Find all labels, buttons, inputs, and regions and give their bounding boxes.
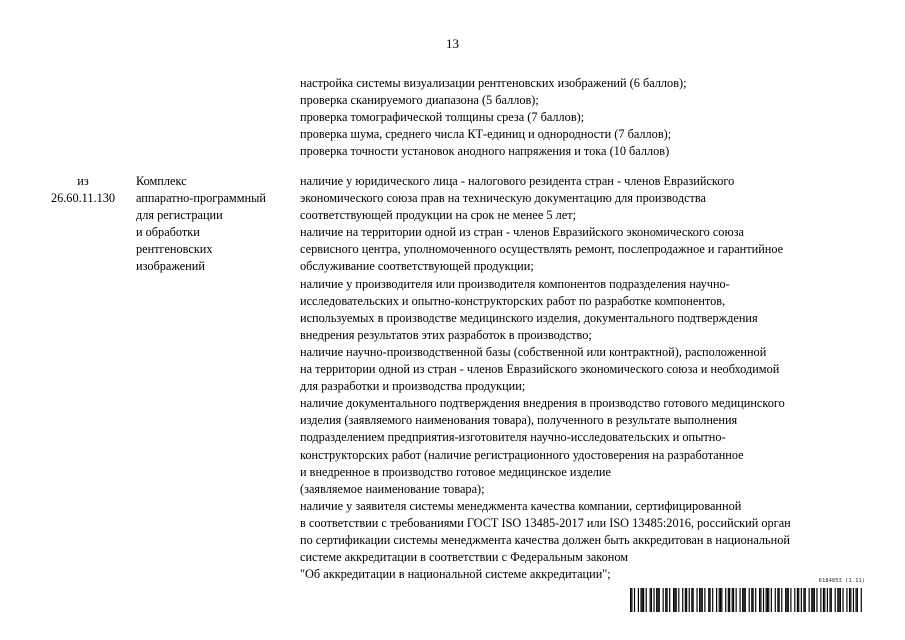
text-line: по сертификации системы менеджмента качества должен быть аккредитован в национальной xyxy=(300,532,790,547)
text-line: проверка шума, среднего числа КТ-единиц и однородности (7 баллов); xyxy=(300,127,672,142)
page-number: 13 xyxy=(446,36,459,51)
barcode-bar xyxy=(657,588,658,612)
barcode-bar xyxy=(728,588,729,612)
barcode-bar xyxy=(732,588,733,612)
barcode-bar xyxy=(708,588,709,612)
text-line: настройка системы визуализации рентгеновских изображений (6 баллов); xyxy=(300,76,687,90)
barcode-bar xyxy=(846,588,847,612)
text-line: изображений xyxy=(136,259,205,274)
barcode-bar xyxy=(666,588,667,612)
text-line: сервисного центра, уполномоченного осуществлять ремонт, послепродажное и гарантийное xyxy=(300,242,784,257)
text-line: рентгеновских xyxy=(136,242,213,257)
text-line: наличие у заявителя системы менеджмента качества компании, сертифицированной xyxy=(300,498,742,513)
barcode-bar xyxy=(663,588,664,612)
barcode-bar xyxy=(689,588,690,612)
barcode-bar xyxy=(700,588,701,612)
text-line: 26.60.11.130 xyxy=(50,191,116,206)
barcode-bar xyxy=(809,588,810,612)
requirements-cell xyxy=(300,173,791,583)
barcode-bar xyxy=(674,588,675,612)
barcode-bar xyxy=(676,588,677,612)
barcode-bar xyxy=(725,588,726,612)
text-line: соответствующей продукции на срок не менее 5 лет; xyxy=(300,208,576,223)
text-line: и обработки xyxy=(136,225,200,240)
barcode-bar xyxy=(837,588,838,612)
barcode-bar xyxy=(673,588,674,612)
barcode-bar xyxy=(659,588,660,612)
barcode-bar xyxy=(777,588,778,612)
barcode-bar xyxy=(685,588,686,612)
text-line: для регистрации xyxy=(136,208,223,223)
barcode-bar xyxy=(779,588,780,612)
barcode-bar xyxy=(729,588,730,612)
okpd2-code-cell xyxy=(38,173,128,207)
barcode-bar xyxy=(781,588,782,612)
text-line: проверка сканируемого диапазона (5 баллов); xyxy=(300,93,539,108)
text-line: используемых в производстве медицинского изделия, документального подтверждения xyxy=(300,310,758,325)
barcode-bar xyxy=(840,588,841,612)
barcode-bar xyxy=(691,588,692,612)
barcode-bar xyxy=(716,588,717,612)
text-line: исследовательских и опытно-конструкторских работ по разработке компонентов, xyxy=(300,293,726,308)
barcode-bar xyxy=(788,588,789,612)
barcode-bar xyxy=(766,588,767,612)
text-line: экономического союза прав на техническую документацию для производства xyxy=(300,191,707,206)
barcode-bar xyxy=(751,588,752,612)
text-line: системе аккредитации в соответствии с Федеральным законом xyxy=(300,550,629,565)
barcode-bar xyxy=(855,588,856,612)
text-line: наличие на территории одной из стран - членов Евразийского экономического союза xyxy=(300,225,744,240)
barcode-bar xyxy=(650,588,651,612)
text-line: из xyxy=(77,174,89,188)
barcode-bar xyxy=(842,588,843,612)
barcode-bar xyxy=(839,588,840,612)
barcode-bar xyxy=(699,588,700,612)
text-line: проверка томографической толщины среза (7 баллов); xyxy=(300,110,585,125)
barcode-bar xyxy=(753,588,754,612)
barcode-bar xyxy=(678,588,679,612)
text-line: на территории одной из стран - членов Евразийского экономического союза и необходимой xyxy=(300,362,780,377)
barcode-bar xyxy=(739,588,740,612)
text-line: наличие у производителя или производителя компонентов подразделения научно- xyxy=(300,276,730,291)
barcode-bar xyxy=(835,588,836,612)
barcode-bar xyxy=(640,588,641,612)
barcode-bar xyxy=(682,588,683,612)
barcode-bar xyxy=(827,588,828,612)
barcode-bar xyxy=(634,588,635,612)
barcode-bar xyxy=(631,588,632,612)
barcode-bar xyxy=(811,588,812,612)
barcode-bar xyxy=(785,588,786,612)
barcode-bar xyxy=(861,588,862,612)
text-line: проверка точности установок анодного напряжения и тока (10 баллов) xyxy=(300,144,670,159)
barcode-bar xyxy=(853,588,854,612)
barcode-bar xyxy=(642,588,643,612)
barcode-bar xyxy=(805,588,806,612)
barcode-bar xyxy=(790,588,791,612)
text-line: конструкторских работ (наличие регистрационного удостоверения на разработанное xyxy=(300,447,744,462)
barcode-bar xyxy=(686,588,687,612)
barcode-image xyxy=(630,588,862,612)
barcode-bar xyxy=(767,588,768,612)
text-line: внедрения результатов этих разработок в производство; xyxy=(300,327,592,342)
barcode-bar xyxy=(669,588,670,612)
barcode-bar xyxy=(653,588,654,612)
barcode-bar xyxy=(755,588,756,612)
text-line: (заявляемое наименование товара); xyxy=(300,481,485,496)
barcode-bar xyxy=(763,588,764,612)
barcode-bar xyxy=(742,588,743,612)
continuation-requirements xyxy=(300,75,687,160)
barcode-bar xyxy=(719,588,720,612)
barcode-bar xyxy=(710,588,711,612)
barcode-bar xyxy=(733,588,734,612)
text-line: наличие документального подтверждения внедрения в производство готового медицинского xyxy=(300,396,785,411)
text-line: подразделением предприятия-изготовителя научно-исследовательских и опытно- xyxy=(300,430,726,445)
barcode-bar xyxy=(857,588,858,612)
barcode-bar xyxy=(696,588,697,612)
barcode-bar xyxy=(745,588,746,612)
barcode-bar xyxy=(760,588,761,612)
barcode-bar xyxy=(850,588,851,612)
barcode-bar xyxy=(820,588,821,612)
barcode-bar xyxy=(743,588,744,612)
barcode-bar xyxy=(736,588,737,612)
barcode-bar xyxy=(824,588,825,612)
barcode-id: 6184853 (1.11) xyxy=(818,578,865,584)
barcode-bar xyxy=(771,588,772,612)
text-line: наличие у юридического лица - налогового резидента стран - членов Евразийского xyxy=(300,174,735,188)
barcode-bar xyxy=(665,588,666,612)
text-line: аппаратно-программный xyxy=(136,191,266,206)
barcode-bar xyxy=(797,588,798,612)
barcode-bar xyxy=(643,588,644,612)
text-line: в соответствии с требованиями ГОСТ ISO 13485-2017 или ISO 13485:2016, российский орган xyxy=(300,515,791,530)
barcode-bar xyxy=(630,588,631,612)
barcode-bar xyxy=(803,588,804,612)
barcode-bar xyxy=(768,588,769,612)
barcode-bar xyxy=(849,588,850,612)
barcode-bar xyxy=(775,588,776,612)
barcode-bar xyxy=(812,588,813,612)
barcode-bar xyxy=(786,588,787,612)
barcode-bar xyxy=(749,588,750,612)
text-line: и внедренное в производство готовое медицинское изделие xyxy=(300,464,611,479)
barcode-bar xyxy=(646,588,647,612)
barcode-bar xyxy=(798,588,799,612)
barcode-bar xyxy=(712,588,713,612)
barcode-bar xyxy=(823,588,824,612)
text-line: наличие научно-производственной базы (собственной или контрактной), расположенной xyxy=(300,344,767,359)
barcode-bar xyxy=(794,588,795,612)
text-line: изделия (заявляемого наименования товара), полученного в результате выполнения xyxy=(300,413,738,428)
product-name-cell xyxy=(136,173,266,276)
text-line: обслуживание соответствующей продукции; xyxy=(300,259,534,274)
text-line: Комплекс xyxy=(136,174,187,188)
barcode-bar xyxy=(638,588,639,612)
barcode-bar xyxy=(831,588,832,612)
barcode-bar xyxy=(702,588,703,612)
barcode-bar xyxy=(759,588,760,612)
barcode-bar xyxy=(816,588,817,612)
barcode-bar xyxy=(693,588,694,612)
barcode-bar xyxy=(704,588,705,612)
text-line: для разработки и производства продукции; xyxy=(300,379,526,394)
barcode-bar xyxy=(814,588,815,612)
barcode-bar xyxy=(651,588,652,612)
barcode-bar xyxy=(720,588,721,612)
barcode-bar xyxy=(801,588,802,612)
text-line: "Об аккредитации в национальной системе аккредитации"; xyxy=(300,567,611,582)
barcode-bar xyxy=(721,588,722,612)
barcode-bar xyxy=(656,588,657,612)
barcode-bar xyxy=(829,588,830,612)
